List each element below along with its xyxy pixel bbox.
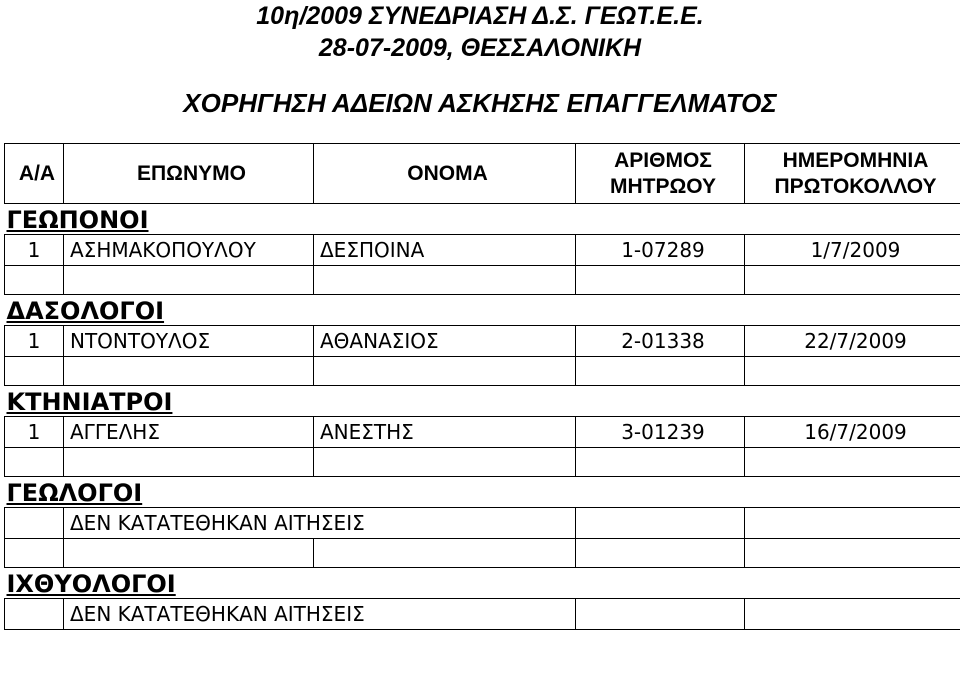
- section-title-geologists: ΓΕΩΛΟΓΟΙ: [5, 477, 960, 508]
- table-row: [5, 235, 960, 266]
- col-name: ΟΝΟΜΑ: [314, 144, 576, 204]
- licenses-table: [4, 143, 960, 630]
- blank-row: [5, 448, 960, 477]
- blank-row: [5, 266, 960, 295]
- blank-row: [5, 539, 960, 568]
- table-row: [5, 508, 960, 539]
- table-row: [5, 599, 960, 630]
- row-name: ΔΕΣΠΟΙΝΑ: [314, 235, 576, 266]
- table-row: [5, 326, 960, 357]
- col-date-line2: ΠΡΩΤΟΚΟΛΛΟΥ: [774, 174, 937, 198]
- row-aa: 1: [5, 326, 64, 357]
- meeting-date-place: 28-07-2009, ΘΕΣΣΑΛΟΝΙΚΗ: [318, 34, 642, 62]
- col-surname: ΕΠΩΝΥΜΟ: [64, 144, 314, 204]
- col-registry: [576, 144, 745, 204]
- blank-row: [5, 357, 960, 386]
- section-title-agronomists: ΓΕΩΠΟΝΟΙ: [5, 204, 960, 235]
- col-date: [745, 144, 960, 204]
- table-header-row: [5, 144, 960, 204]
- row-date: 1/7/2009: [745, 235, 960, 266]
- section-title-foresters: ΔΑΣΟΛΟΓΟΙ: [5, 295, 960, 326]
- row-name: ΑΘΑΝΑΣΙΟΣ: [314, 326, 576, 357]
- table-row: [5, 417, 960, 448]
- row-date: 22/7/2009: [745, 326, 960, 357]
- row-date: 16/7/2009: [745, 417, 960, 448]
- row-registry: 3-01239: [576, 417, 745, 448]
- row-surname: ΝΤΟΝΤΟΥΛΟΣ: [64, 326, 314, 357]
- row-surname: ΑΓΓΕΛΗΣ: [64, 417, 314, 448]
- row-aa: 1: [5, 417, 64, 448]
- col-registry-line1: ΑΡΙΘΜΟΣ: [614, 148, 712, 172]
- col-date-line1: ΗΜΕΡΟΜΗΝΙΑ: [782, 148, 929, 172]
- row-registry: 1-07289: [576, 235, 745, 266]
- document-subject: ΧΟΡΗΓΗΣΗ ΑΔΕΙΩΝ ΑΣΚΗΣΗΣ ΕΠΑΓΓΕΛΜΑΤΟΣ: [183, 88, 777, 118]
- meeting-title: 10η/2009 ΣΥΝΕΔΡΙΑΣΗ Δ.Σ. ΓΕΩΤ.Ε.Ε.: [256, 2, 704, 30]
- no-applications-note: ΔΕΝ ΚΑΤΑΤΕΘΗΚΑΝ ΑΙΤΗΣΕΙΣ: [64, 599, 576, 630]
- row-name: ΑΝΕΣΤΗΣ: [314, 417, 576, 448]
- section-title-ichthyologists: ΙΧΘΥΟΛΟΓΟΙ: [5, 568, 960, 599]
- row-surname: ΑΣΗΜΑΚΟΠΟΥΛΟΥ: [64, 235, 314, 266]
- row-aa: 1: [5, 235, 64, 266]
- no-applications-note: ΔΕΝ ΚΑΤΑΤΕΘΗΚΑΝ ΑΙΤΗΣΕΙΣ: [64, 508, 576, 539]
- col-registry-line2: ΜΗΤΡΩΟΥ: [609, 174, 717, 198]
- col-aa: Α/Α: [5, 144, 64, 204]
- row-registry: 2-01338: [576, 326, 745, 357]
- section-title-veterinarians: ΚΤΗΝΙΑΤΡΟΙ: [5, 386, 960, 417]
